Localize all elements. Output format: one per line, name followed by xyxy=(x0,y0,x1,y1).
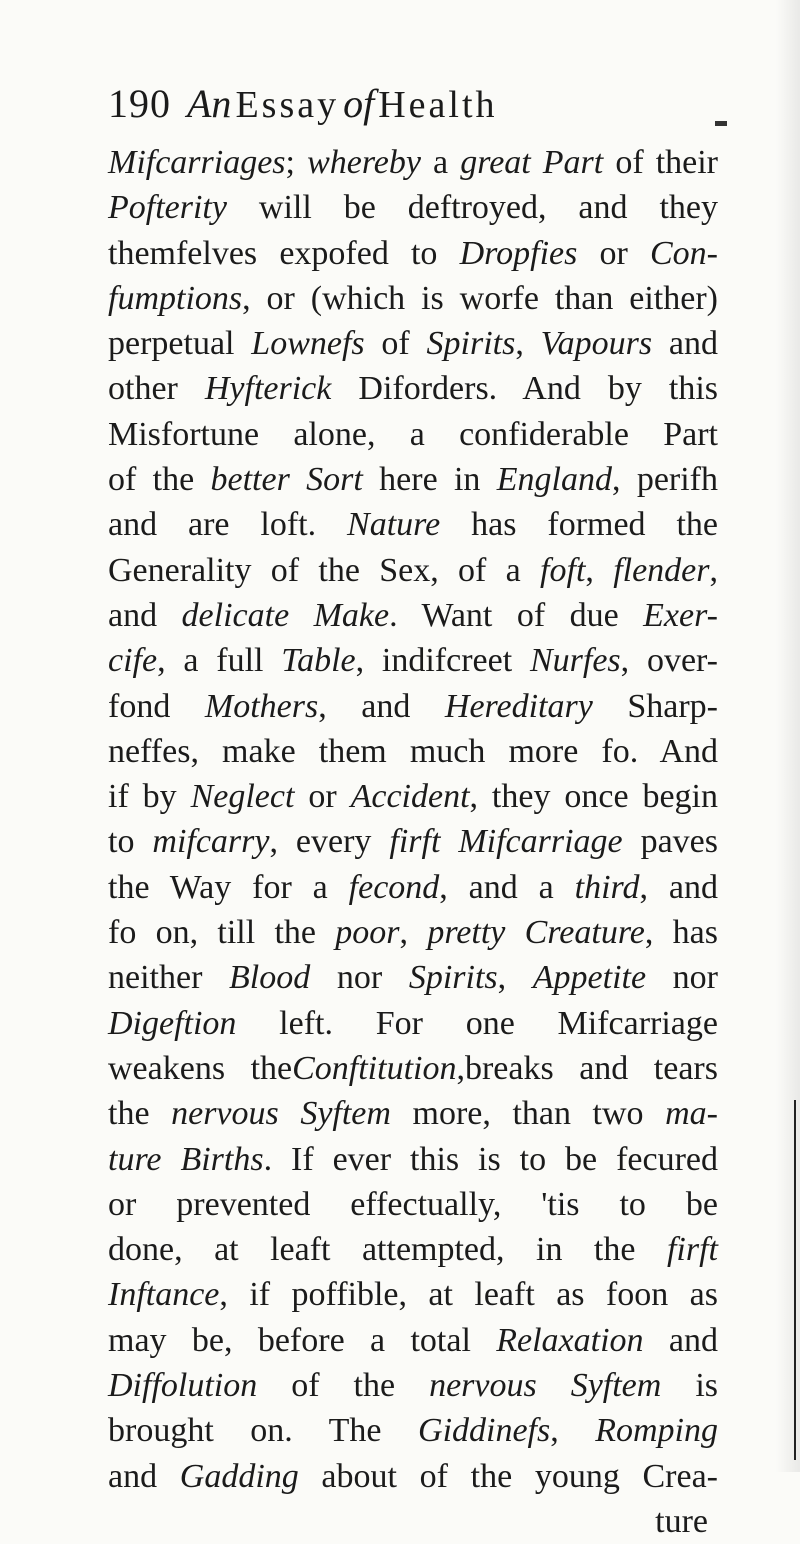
italic-text: better Sort xyxy=(210,461,363,499)
text-segment: done, at leaft attempted, in the xyxy=(108,1231,667,1269)
text-segment: , xyxy=(399,914,428,952)
text-line xyxy=(108,276,718,321)
text-segment: , xyxy=(515,325,541,363)
italic-text: fecond xyxy=(348,868,440,906)
text-segment: , if poffible, at leaft as foon as xyxy=(219,1276,718,1314)
text-line xyxy=(108,684,718,729)
italic-text: poor xyxy=(335,914,400,952)
italic-text: third xyxy=(574,868,640,906)
italic-text: Gadding xyxy=(179,1457,299,1495)
text-segment: of the xyxy=(257,1367,430,1405)
text-segment: paves xyxy=(622,823,718,861)
text-line xyxy=(108,955,718,1000)
text-line xyxy=(108,1499,718,1544)
italic-text: Spirits xyxy=(408,959,498,997)
text-line xyxy=(108,1454,718,1499)
text-segment: , has xyxy=(644,914,718,952)
text-segment: is xyxy=(661,1367,718,1405)
text-segment: to xyxy=(108,823,153,861)
text-segment: ture xyxy=(655,1502,708,1540)
italic-text: cife xyxy=(108,642,158,680)
text-segment: themfelves expofed to xyxy=(108,234,460,272)
italic-text: whereby xyxy=(307,144,421,181)
italic-text: Neglect xyxy=(190,778,295,816)
text-segment: , they once begin xyxy=(469,778,718,816)
text-segment: , a full xyxy=(157,642,282,680)
italic-text: ma- xyxy=(665,1095,718,1133)
header-title-of: of xyxy=(343,81,375,126)
text-line xyxy=(108,1182,718,1227)
text-line xyxy=(108,366,718,411)
text-line xyxy=(108,729,718,774)
italic-text: Giddinefs xyxy=(418,1412,551,1450)
italic-text: Nature xyxy=(347,506,441,544)
text-segment: , or (which is worfe than either) xyxy=(242,279,718,317)
italic-text: Romping xyxy=(595,1412,719,1450)
text-segment: , xyxy=(709,551,718,589)
italic-text: great Part xyxy=(460,144,604,181)
text-line xyxy=(108,819,718,864)
italic-text: Spirits xyxy=(426,325,516,363)
italic-text: Digeftion xyxy=(108,1004,237,1042)
italic-text: Table xyxy=(281,642,356,680)
italic-text: Nurfes xyxy=(529,642,621,680)
italic-text: Conftitution xyxy=(292,1049,457,1087)
italic-text: foft xyxy=(540,551,586,589)
italic-text: England xyxy=(496,461,612,499)
text-segment: , xyxy=(497,959,533,997)
text-segment: Sharp- xyxy=(592,687,718,725)
text-segment: , perifh xyxy=(611,461,718,499)
text-segment: fo on, till the xyxy=(108,914,336,952)
text-segment: if by xyxy=(108,778,191,816)
page-gutter-shadow xyxy=(776,0,800,1472)
text-segment: or xyxy=(577,234,650,272)
text-segment: . If ever this is to be fecured xyxy=(263,1140,718,1178)
text-segment: , over- xyxy=(620,642,719,680)
text-segment: and xyxy=(108,596,182,634)
text-segment: other xyxy=(108,370,205,408)
text-line xyxy=(108,412,718,457)
text-line xyxy=(108,865,718,910)
italic-text: Hereditary xyxy=(444,687,593,725)
text-segment: and xyxy=(652,325,719,363)
text-segment: a xyxy=(420,144,461,181)
italic-text: delicate Make xyxy=(181,596,390,634)
italic-text: mifcarry xyxy=(152,823,270,861)
text-line xyxy=(108,1001,718,1046)
text-segment: may be, before a total xyxy=(108,1321,497,1359)
text-segment: or xyxy=(294,778,351,816)
text-segment: ; xyxy=(285,144,308,181)
text-segment: , xyxy=(550,1412,596,1450)
text-line xyxy=(108,910,718,955)
text-line xyxy=(108,1318,718,1363)
italic-text: firft xyxy=(666,1231,718,1269)
italic-text: firft Mifcarriage xyxy=(389,823,623,861)
text-segment: the xyxy=(108,1095,172,1133)
text-segment: nor xyxy=(646,959,719,997)
italic-text: Vapours xyxy=(540,325,653,363)
text-segment: , and xyxy=(318,687,445,725)
text-segment: of their xyxy=(603,144,719,181)
body-text xyxy=(108,140,718,1544)
text-segment: Misfortune alone, a confiderable Part xyxy=(108,415,718,453)
text-line xyxy=(108,321,718,366)
header-title-health: Health xyxy=(378,84,498,126)
text-line xyxy=(108,1137,718,1182)
text-segment: , indifcreet xyxy=(355,642,530,680)
text-segment: will be deftroyed, and they xyxy=(226,189,718,227)
page-number: 190 xyxy=(108,81,171,126)
text-line xyxy=(108,593,718,638)
text-line xyxy=(108,457,718,502)
text-segment: brought on. The xyxy=(108,1412,419,1450)
text-line xyxy=(108,140,718,185)
italic-text: ture Births xyxy=(108,1140,264,1178)
text-line xyxy=(108,1408,718,1453)
text-line xyxy=(108,502,718,547)
text-segment: of the xyxy=(108,461,211,499)
italic-text: pretty Creature xyxy=(427,914,645,952)
text-segment: ,breaks and tears xyxy=(456,1049,718,1087)
header-title-an: An xyxy=(187,81,232,126)
page-edge-line xyxy=(794,1100,796,1460)
text-segment: Generality of the Sex, of a xyxy=(108,551,541,589)
italic-text: Blood xyxy=(229,959,311,997)
italic-text: Con- xyxy=(650,234,718,272)
italic-text: Appetite xyxy=(532,959,647,997)
text-segment: fond xyxy=(108,687,205,725)
italic-text: Diffolution xyxy=(108,1367,258,1405)
text-segment: and are loft. xyxy=(108,506,348,544)
text-segment: , every xyxy=(269,823,390,861)
text-segment: left. For one Mifcarriage xyxy=(236,1004,718,1042)
text-segment: about of the young Crea- xyxy=(298,1457,718,1495)
italic-text: Mothers xyxy=(204,687,319,725)
text-segment: nor xyxy=(310,959,409,997)
italic-text: Accident xyxy=(350,778,470,816)
italic-text: Relaxation xyxy=(496,1321,644,1359)
text-line xyxy=(108,231,718,276)
italic-text: Pofterity xyxy=(108,189,227,227)
italic-text: Lownefs xyxy=(251,325,365,363)
text-segment: or prevented effectually, 'tis to be xyxy=(108,1185,718,1223)
text-segment: , xyxy=(585,551,614,589)
italic-text: Dropfies xyxy=(459,234,578,272)
text-segment: the Way for a xyxy=(108,868,349,906)
italic-text: nervous Syftem xyxy=(171,1095,391,1133)
text-line xyxy=(108,1363,718,1408)
text-segment: Diforders. And by this xyxy=(331,370,719,408)
text-segment: weakens the xyxy=(108,1049,293,1087)
header-title-essay: Essay xyxy=(235,84,340,126)
text-segment: of xyxy=(364,325,427,363)
text-line xyxy=(108,638,718,683)
text-segment: . Want of due xyxy=(389,596,644,634)
text-line xyxy=(108,548,718,593)
text-line xyxy=(108,774,718,819)
text-segment: and xyxy=(108,1457,180,1495)
text-segment: neffes, make them much more fo. And xyxy=(108,732,718,770)
text-segment: perpetual xyxy=(108,325,252,363)
italic-text: fumptions xyxy=(108,279,243,317)
text-segment: here in xyxy=(362,461,497,499)
text-segment: neither xyxy=(108,959,230,997)
text-line xyxy=(108,185,718,230)
text-segment: , and a xyxy=(439,868,575,906)
italic-text: Hyfterick xyxy=(204,370,332,408)
italic-text: nervous Syftem xyxy=(429,1367,662,1405)
text-segment: and xyxy=(643,1321,718,1359)
header-dash-mark xyxy=(715,121,727,126)
italic-text: Mifcarriages xyxy=(108,144,286,181)
text-segment: has formed the xyxy=(440,506,719,544)
text-line xyxy=(108,1091,718,1136)
italic-text: Exer- xyxy=(643,596,718,634)
italic-text: Inftance xyxy=(108,1276,220,1314)
running-header xyxy=(108,80,708,140)
text-line xyxy=(108,1046,718,1091)
text-line xyxy=(108,1227,718,1272)
text-segment: more, than two xyxy=(390,1095,666,1133)
text-segment: , and xyxy=(639,868,718,906)
italic-text: flender xyxy=(613,551,710,589)
text-line xyxy=(108,1272,718,1317)
